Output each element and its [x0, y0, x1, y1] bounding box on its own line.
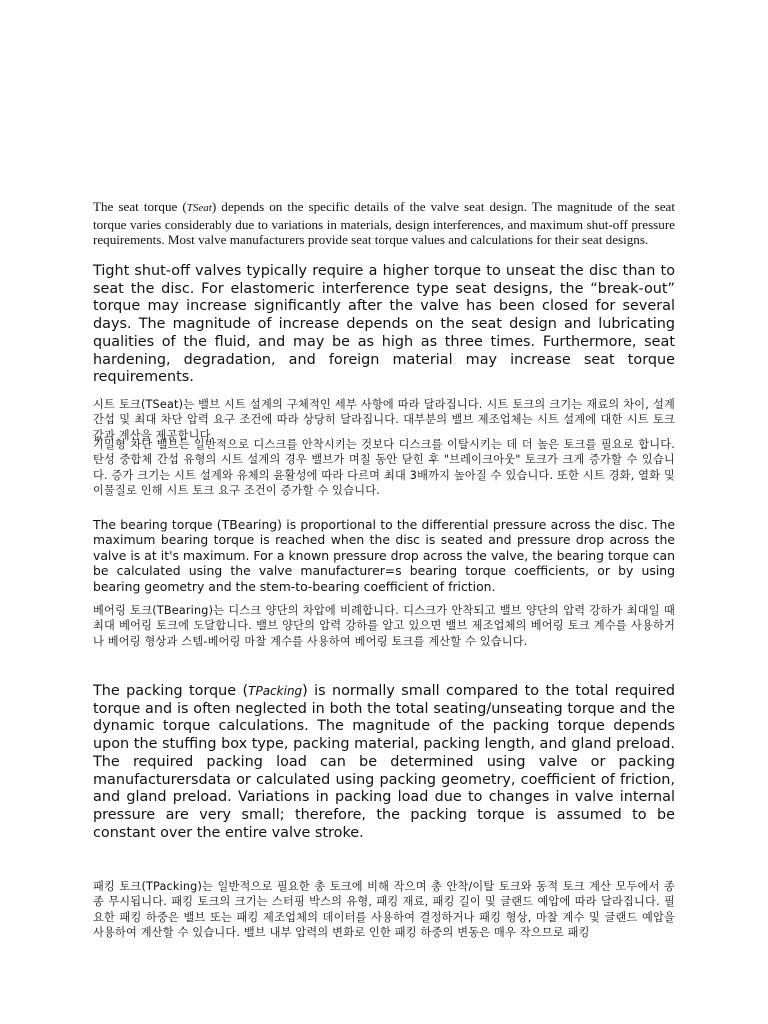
seat-torque-text-end: ) depends on the specific details of the valve seat design. The magnitude of the seat torque varies considerably due to variations in materials, design interferences, and maximum shut-off pressure requirements. Most valve manufacturers provide seat torque values and calculations for their seat designs. [93, 199, 675, 248]
packing-torque-text-end: ) is normally small compared to the total required torque and is often neglected in both the total seating/unseating torque and the dynamic torque calculations. The magnitude of the packing torque depends upon the stuffing box type, packing material, packing length, and gland preload. The required packing load can be determined using valve or packing manufacturersdata or calculated using packing geometry, coefficient of friction, and gland preload. Variations in packing load due to changes in valve internal pressure are very small; therefore, the packing torque is assumed to be constant over the entire valve stroke. [93, 683, 675, 841]
bearing-torque-paragraph: The bearing torque (TBearing) is proportional to the differential pressure across the disc. The maximum bearing torque is reached when the disc is seated and pressure drop across the valve is at it's maximum. For a known pressure drop across the valve, the bearing torque can be calculated using the valve manufacturer=s bearing torque coefficients, or by using bearing geometry and the stem-to-bearing coefficient of friction. [93, 517, 675, 594]
seat-torque-paragraph [93, 199, 675, 248]
korean-packing-paragraph: 패킹 토크(TPacking)는 일반적으로 필요한 총 토크에 비해 작으며 총 안착/이탈 토크와 동적 토크 계산 모두에서 종종 무시됩니다. 패킹 토크의 크기는 스터핑 박스의 유형, 패킹 재료, 패킹 길이 및 글랜드 예압에 따라 달라집니다. 필요한 패킹 하중은 밸브 또는 패킹 제조업체의 데이터를 사용하여 결정하거나 패킹 형상, 마찰 계수 및 글랜드 예압을 사용하여 계산할 수 있습니다. 밸브 내부 압력의 변화로 인한 패킹 하중의 변동은 매우 작으므로 패킹 [93, 880, 675, 939]
tight-shutoff-paragraph: Tight shut-off valves typically require a higher torque to unseat the disc than to seat the disc. For elastomeric interference type seat designs, the “break-out” torque may increase significantly after the valve has been closed for several days. The magnitude of increase depends on the seat design and lubricating qualities of the fluid, and may be as high as three times. Furthermore, seat hardening, degradation, and foreign material may increase seat torque requirements. [93, 263, 675, 386]
korean-seat-paragraph-2: 기밀형 차단 밸브는 일반적으로 디스크를 안착시키는 것보다 디스크를 이탈시키는 데 더 높은 토크를 필요로 합니다. 탄성 중합체 간섭 유형의 시트 설계의 경우 밸브가 며칠 동안 닫힌 후 "브레이크아웃" 토크가 크게 증가할 수 있습니다. 증가 크기는 시트 설계와 유체의 윤활성에 따라 다르며 최대 3배까지 높아질 수 있습니다. 또한 시트 경화, 열화 및 이물질로 인해 시트 토크 요구 조건이 증가할 수 있습니다. [93, 438, 675, 497]
korean-seat-paragraph-1: 시트 토크(TSeat)는 밸브 시트 설계의 구체적인 세부 사항에 따라 달라집니다. 시트 토크의 크기는 재료의 차이, 설계 간섭 및 최대 차단 압력 요구 조건에 따라 상당히 달라집니다. 대부분의 밸브 제조업체는 시트 설계에 대한 시트 토크 값과 계산을 제공합니다. [93, 398, 675, 442]
korean-bearing-paragraph: 베어링 토크(TBearing)는 디스크 양단의 차압에 비례합니다. 디스크가 안착되고 밸브 양단의 압력 강하가 최대일 때 최대 베어링 토크에 도달합니다. 밸브 양단의 압력 강하를 알고 있으면 밸브 제조업체의 베어링 토크 계수를 사용하거나 베어링 형상과 스템-베어링 마찰 계수를 사용하여 베어링 토크를 계산할 수 있습니다. [93, 604, 675, 648]
packing-torque-symbol: TPacking [248, 684, 303, 698]
seat-torque-text-start: The seat torque ( [93, 199, 187, 214]
packing-torque-text-start: The packing torque ( [93, 683, 249, 699]
seat-torque-symbol: TSeat [186, 202, 212, 214]
packing-torque-paragraph [93, 683, 675, 842]
